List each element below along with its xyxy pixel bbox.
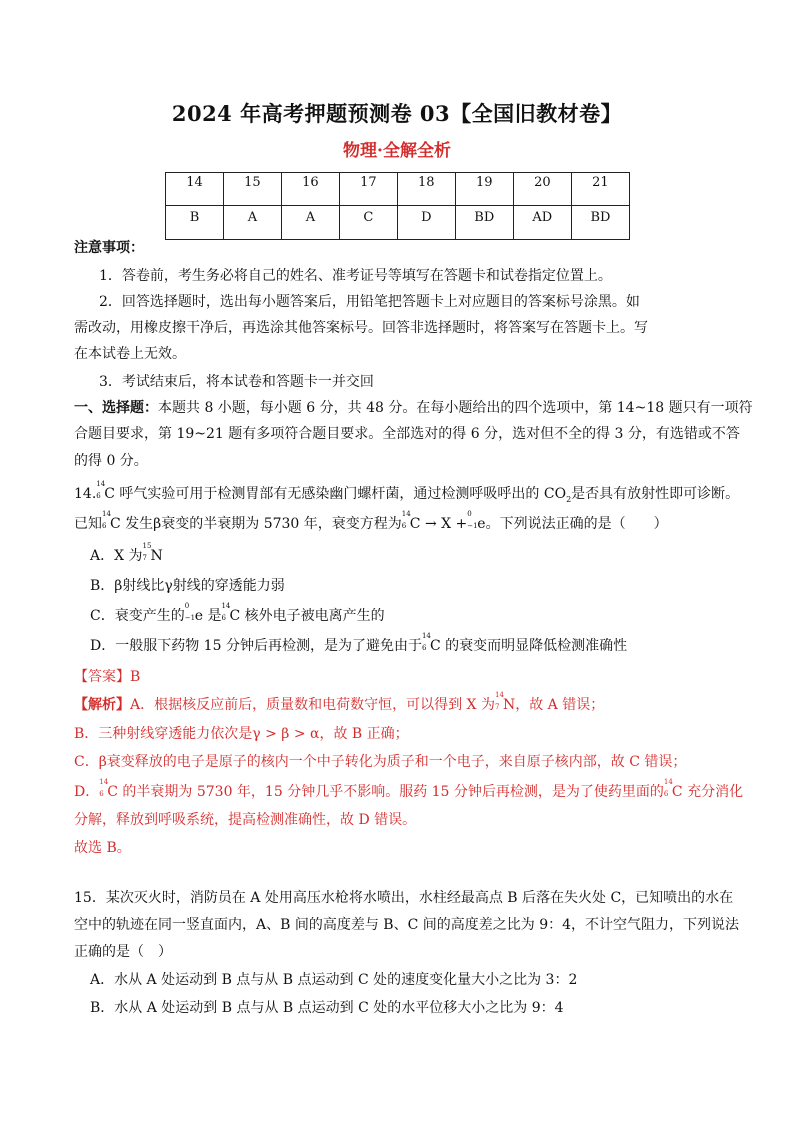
- note-item-1: 1．答卷前，考生务必将自己的姓名、准考证号等填写在答题卡和试卷指定位置上。: [99, 268, 612, 284]
- q14-option-c-text: C 核外电子被电离产生的: [229, 608, 385, 624]
- q14-stem-text: C 发生β衰变的半衰期为 5730 年，衰变方程为: [110, 516, 402, 532]
- q14-conclusion: 故选 B。: [74, 840, 131, 856]
- q14-stem-text: e。下列说法正确的是（ ）: [477, 516, 668, 532]
- q14-option-a: A．X 为 15 7 N: [90, 542, 163, 564]
- q14-stem-line1: 14. 14 6 C 呼气实验可用于检测胃部有无感染幽门螺杆菌，通过检测呼吸呼出的 $CO_2$是否具有放射性即可诊断。: [74, 480, 740, 504]
- electron-isotope: 0 −1: [467, 510, 478, 530]
- answer-table: [165, 172, 630, 240]
- q14-option-c: [90, 602, 385, 626]
- c14-isotope: 14 6: [99, 778, 109, 798]
- q14-answer: 【答案】B: [74, 669, 141, 685]
- n14-isotope: 14 7: [494, 691, 504, 711]
- q14-stem-line2: 已知 14 6 C 发生β衰变的半衰期为 5730 年，衰变方程为 14 6 C → X + 0 −1 e。下列说法正确的是（ ）: [74, 510, 668, 532]
- table-cell: BD: [571, 206, 629, 240]
- analysis-text: A．根据核反应前后，质量数和电荷数守恒，可以得到 X 为: [130, 697, 495, 713]
- c14-isotope: 14 6: [102, 510, 111, 530]
- q14-option-b: B．β射线比γ射线的穿透能力弱: [90, 578, 285, 594]
- q15-stem-line2: 空中的轨迹在同一竖直面内，A、B 间的高度差与 B、C 间的高度差之比为 9：4，不计空气阻力，下列说法: [74, 917, 740, 933]
- c14-isotope: 14 6: [401, 510, 411, 530]
- c14-isotope: 14 6: [663, 778, 673, 798]
- q14-option-c-text: C．衰变产生的: [90, 608, 185, 624]
- q14-analysis-c: C．β衰变释放的电子是原子的核内一个中子转化为质子和一个电子，来自原子核内部，故 C 错误；: [74, 754, 687, 770]
- q15-option-b: B．水从 A 处运动到 B 点与从 B 点运动到 C 处的水平位移大小之比为 9：4: [90, 1000, 564, 1016]
- section-heading: [74, 398, 753, 418]
- table-cell: 15: [223, 173, 281, 206]
- answer-table-numbers-row: [166, 173, 630, 206]
- q14-analysis-d: [74, 778, 744, 802]
- q14-number: 14.: [74, 486, 97, 502]
- electron-isotope: 0 −1: [184, 602, 196, 622]
- note-item-2: 2．回答选择题时，选出每小题答案后，用铅笔把答题卡上对应题目的答案标号涂黑。如: [99, 294, 640, 310]
- q15-stem-line3: 正确的是（ ）: [74, 944, 172, 960]
- q14-analysis-d-cont: 分解，释放到呼吸系统，提高检测准确性，故 D 错误。: [74, 812, 417, 828]
- section-instructions-cont2: 的得 0 分。: [74, 453, 148, 469]
- q14-analysis-a: [74, 691, 605, 715]
- q15-option-a: A．水从 A 处运动到 B 点与从 B 点运动到 C 处的速度变化量大小之比为 3：2: [90, 972, 578, 988]
- q14-stem-text: 已知: [74, 516, 102, 532]
- table-cell: 19: [455, 173, 513, 206]
- c14-isotope: 14 6: [421, 632, 431, 652]
- q14-option-c-text: e 是: [194, 608, 222, 624]
- table-cell: A: [223, 206, 281, 240]
- section-instructions: 本题共 8 小题，每小题 6 分，共 48 分。在每小题给出的四个选项中，第 14~18 题只有一项符: [158, 400, 753, 416]
- table-cell: 21: [571, 173, 629, 206]
- table-cell: BD: [455, 206, 513, 240]
- q14-option-d-text: C 的衰变而明显降低检测准确性: [429, 638, 628, 654]
- analysis-text: C 充分消化: [671, 784, 744, 800]
- table-cell: 16: [281, 173, 339, 206]
- answer-table-answers-row: [166, 206, 630, 240]
- note-item-2-cont: 需改动，用橡皮擦干净后，再选涂其他答案标号。回答非选择题时，将答案写在答题卡上。写: [74, 320, 648, 336]
- c14-isotope: 14 6: [96, 480, 106, 500]
- q14-stem-text: C 呼气实验可用于检测胃部有无感染幽门螺杆菌，通过检测呼吸呼出的 CO: [104, 486, 567, 502]
- q14-option-d: [90, 632, 628, 656]
- q14-stem-text: 是否具有放射性即可诊断。: [571, 486, 740, 502]
- c14-isotope: 14 6: [221, 602, 231, 622]
- table-cell: D: [397, 206, 455, 240]
- note-item-2-cont2: 在本试卷上无效。: [74, 346, 186, 362]
- notes-heading: 注意事项：: [74, 240, 144, 256]
- n15-isotope: 15 7: [142, 542, 152, 562]
- analysis-label: 【解析】: [74, 697, 130, 713]
- table-cell: C: [339, 206, 397, 240]
- q15-stem-line1: 15．某次灭火时，消防员在 A 处用高压水枪将水喷出，水柱经最高点 B 后落在失火处 C，已知喷出的水在: [74, 890, 734, 906]
- analysis-text: D．: [74, 784, 100, 800]
- page-subtitle: 物理·全解全析: [343, 141, 451, 161]
- table-cell: 17: [339, 173, 397, 206]
- q14-option-d-text: D．一般服下药物 15 分钟后再检测，是为了避免由于: [90, 638, 422, 654]
- section-instructions-cont: 合题目要求，第 19~21 题有多项符合题目要求。全部选对的得 6 分，选对但不全的得 3 分，有选错或不答: [74, 426, 740, 442]
- analysis-text: N，故 A 错误；: [502, 697, 605, 713]
- table-cell: 20: [513, 173, 571, 206]
- table-cell: 14: [166, 173, 224, 206]
- table-cell: 18: [397, 173, 455, 206]
- note-item-3: 3．考试结束后，将本试卷和答题卡一并交回: [99, 374, 374, 390]
- q14-analysis-b: B．三种射线穿透能力依次是γ > β > α，故 B 正确；: [74, 726, 409, 742]
- q14-option-a-text: A．X 为: [90, 548, 143, 564]
- analysis-text: C 的半衰期为 5730 年，15 分钟几乎不影响。服药 15 分钟后再检测，是为了使药里面的: [107, 784, 664, 800]
- section-heading-label: 一、选择题：: [74, 400, 158, 416]
- table-cell: A: [281, 206, 339, 240]
- page-title: 2024 年高考押题预测卷 03【全国旧教材卷】: [171, 101, 623, 126]
- table-cell: AD: [513, 206, 571, 240]
- table-cell: B: [166, 206, 224, 240]
